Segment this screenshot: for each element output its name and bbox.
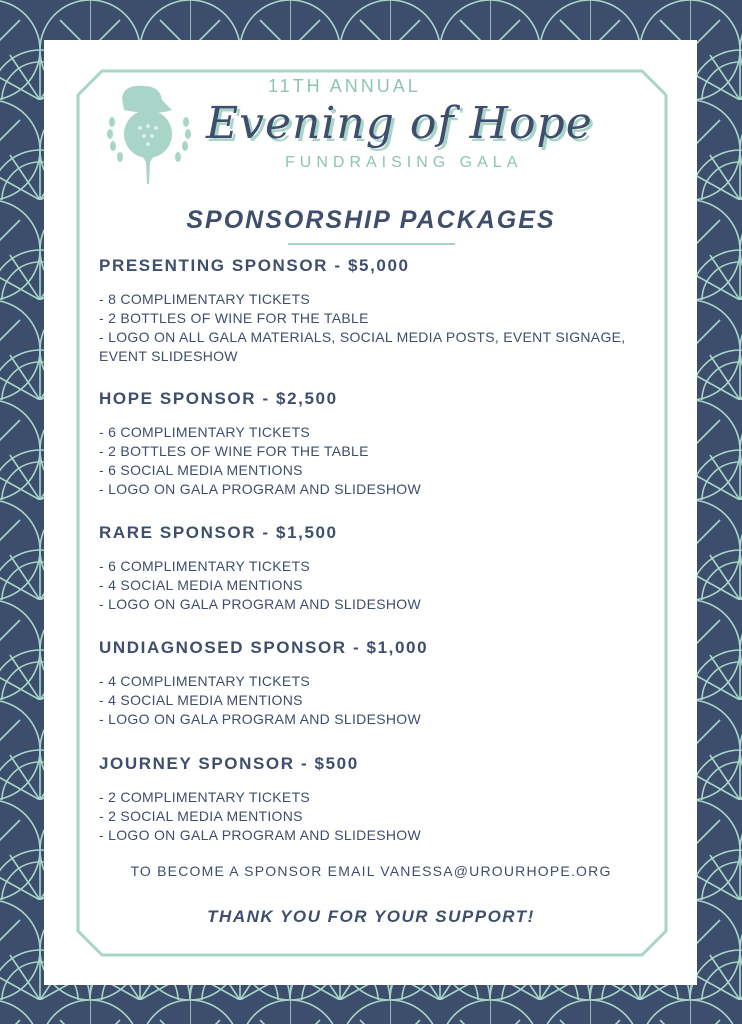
package-item: - LOGO ON GALA PROGRAM AND SLIDESHOW	[99, 481, 421, 497]
package-item: - LOGO ON ALL GALA MATERIALS, SOCIAL MEDIA POSTS, EVENT SIGNAGE, EVENT SLIDESHOW	[99, 329, 626, 364]
package-item: - 2 BOTTLES OF WINE FOR THE TABLE	[99, 310, 369, 326]
title-divider	[288, 243, 455, 245]
package-journey	[99, 754, 639, 845]
package-item: - LOGO ON GALA PROGRAM AND SLIDESHOW	[99, 596, 421, 612]
package-item: - 2 COMPLIMENTARY TICKETS	[99, 789, 311, 805]
package-heading: HOPE SPONSOR - $2,500	[99, 389, 338, 408]
thank-you-note: THANK YOU FOR YOUR SUPPORT!	[207, 907, 535, 926]
package-item: - 6 COMPLIMENTARY TICKETS	[99, 558, 311, 574]
page-title: SPONSORSHIP PACKAGES	[186, 206, 556, 234]
package-item: - LOGO ON GALA PROGRAM AND SLIDESHOW	[99, 711, 421, 727]
package-item: - 8 COMPLIMENTARY TICKETS	[99, 291, 311, 307]
package-item: - 2 SOCIAL MEDIA MENTIONS	[99, 808, 303, 824]
package-item: - 4 SOCIAL MEDIA MENTIONS	[99, 692, 303, 708]
event-name: Evening of Hope	[206, 98, 593, 149]
package-hope	[99, 389, 639, 499]
golf-ball-logo-icon	[104, 82, 194, 186]
package-item: - 2 BOTTLES OF WINE FOR THE TABLE	[99, 443, 369, 459]
package-presenting	[99, 256, 639, 366]
package-heading: RARE SPONSOR - $1,500	[99, 523, 338, 542]
annual-label: 11TH ANNUAL	[268, 76, 421, 96]
gala-subtitle: FUNDRAISING GALA	[285, 154, 523, 171]
package-heading: UNDIAGNOSED SPONSOR - $1,000	[99, 638, 429, 657]
contact-line: TO BECOME A SPONSOR EMAIL VANESSA@UROURHOPE.ORG	[130, 863, 612, 879]
package-rare	[99, 523, 639, 614]
package-heading: JOURNEY SPONSOR - $500	[99, 754, 359, 773]
package-item: - 6 SOCIAL MEDIA MENTIONS	[99, 462, 303, 478]
package-item: - LOGO ON GALA PROGRAM AND SLIDESHOW	[99, 827, 421, 843]
package-undiagnosed	[99, 638, 639, 729]
package-item: - 4 SOCIAL MEDIA MENTIONS	[99, 577, 303, 593]
package-heading: PRESENTING SPONSOR - $5,000	[99, 256, 410, 275]
package-item: - 6 COMPLIMENTARY TICKETS	[99, 424, 311, 440]
package-item: - 4 COMPLIMENTARY TICKETS	[99, 673, 311, 689]
